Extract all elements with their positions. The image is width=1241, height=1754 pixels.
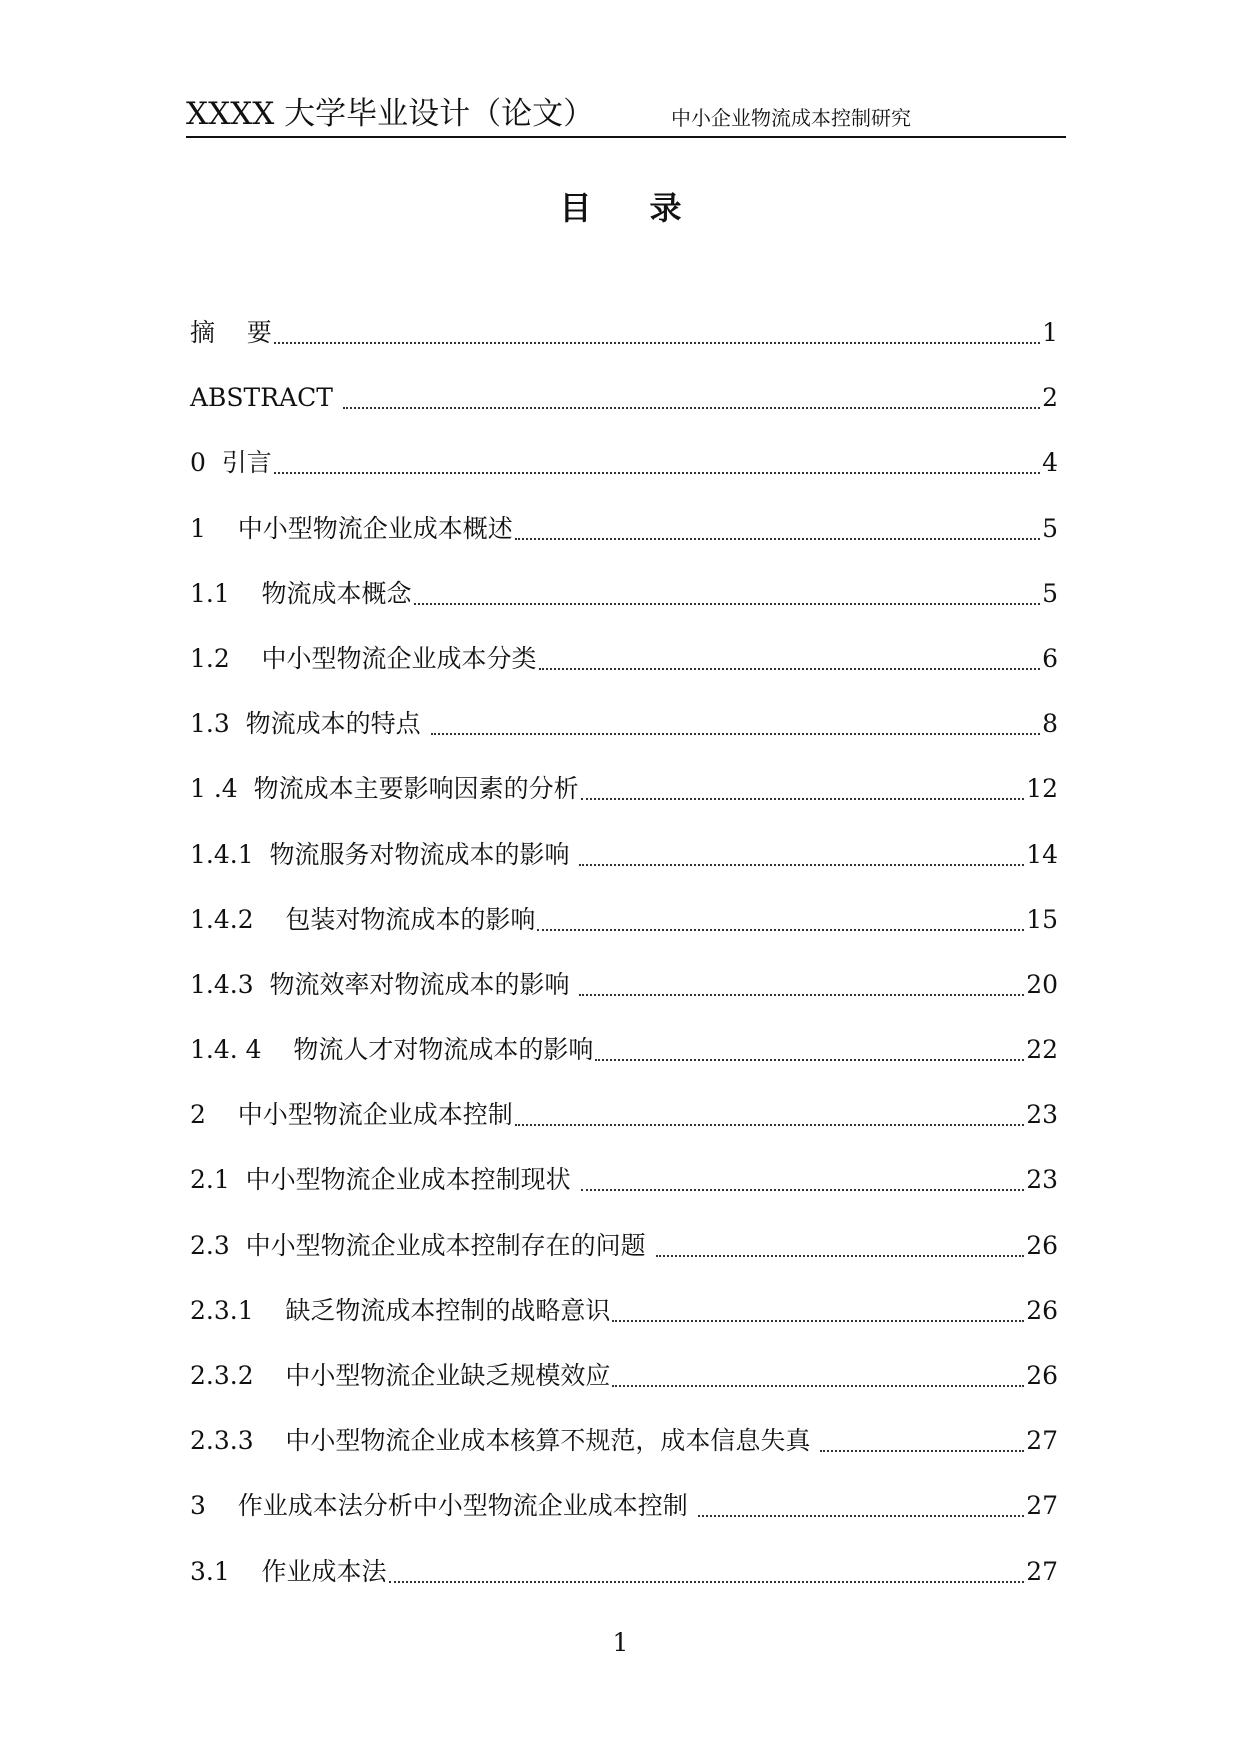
- toc-entry[interactable]: [190, 1295, 1058, 1360]
- toc-entry-page: 14: [1026, 839, 1058, 869]
- toc-entry-page: 2: [1042, 383, 1058, 413]
- toc-entry-page: 4: [1042, 448, 1058, 478]
- toc-entry-page: 27: [1026, 1491, 1058, 1521]
- toc-dot-leader: [431, 708, 1040, 735]
- toc-entry[interactable]: [190, 382, 1058, 447]
- toc-entry-page: 22: [1026, 1035, 1058, 1065]
- toc-entry-page: 23: [1026, 1100, 1058, 1130]
- toc-dot-leader: [820, 1425, 1024, 1452]
- toc-entry-label: 1.4.2 包装对物流成本的影响: [190, 904, 536, 934]
- toc-entry-label: 1 .4 物流成本主要影响因素的分析: [190, 774, 579, 804]
- toc-entry[interactable]: [190, 1230, 1058, 1295]
- toc-entry[interactable]: [190, 1425, 1058, 1490]
- page-number: 1: [612, 1628, 629, 1657]
- toc-entry-label: 1.2 中小型物流企业成本分类: [190, 643, 537, 673]
- toc-entry[interactable]: [190, 1164, 1058, 1229]
- toc-entry[interactable]: [190, 1490, 1058, 1555]
- toc-entry-label: 1.3 物流成本的特点: [190, 709, 429, 739]
- toc-entry[interactable]: [190, 708, 1058, 773]
- toc-dot-leader: [274, 447, 1040, 474]
- toc-entry-page: 26: [1026, 1361, 1058, 1390]
- toc-entry-page: 26: [1026, 1295, 1058, 1325]
- toc-dot-leader: [698, 1490, 1025, 1517]
- toc-dot-leader: [515, 513, 1040, 540]
- toc-entry-label: 1.4. 4 物流人才对物流成本的影响: [190, 1035, 594, 1065]
- toc-entry-label: ABSTRACT: [190, 383, 341, 413]
- toc-entry-label: 2.1 中小型物流企业成本控制现状: [190, 1165, 579, 1195]
- toc-entry-page: 12: [1026, 774, 1058, 804]
- toc-entry-label: 3.1 作业成本法: [190, 1556, 387, 1586]
- toc-entry[interactable]: [190, 839, 1058, 904]
- toc-dot-leader: [612, 1295, 1024, 1322]
- toc-dot-leader: [581, 773, 1025, 800]
- toc-dot-leader: [539, 643, 1041, 670]
- toc-dot-leader: [581, 1164, 1025, 1191]
- toc-entry-page: 26: [1026, 1230, 1058, 1260]
- toc-entry[interactable]: [190, 904, 1058, 969]
- toc-entry-page: 5: [1042, 513, 1058, 543]
- toc-entry[interactable]: [190, 1034, 1058, 1099]
- toc-entry-page: 20: [1026, 969, 1058, 999]
- toc-entry-page: 27: [1026, 1556, 1058, 1586]
- toc-entry-label: 1.1 物流成本概念: [190, 578, 412, 608]
- toc-entry-label: 1 中小型物流企业成本概述: [190, 513, 513, 543]
- toc-entry-page: 23: [1026, 1165, 1058, 1195]
- toc-dot-leader: [343, 382, 1040, 409]
- toc-entry-label: 2.3 中小型物流企业成本控制存在的问题: [190, 1230, 654, 1260]
- toc-entry[interactable]: [190, 317, 1058, 382]
- toc-entry-label: 2.3.2 中小型物流企业缺乏规模效应: [190, 1361, 611, 1390]
- toc-entry-page: 27: [1026, 1426, 1058, 1456]
- toc-entry[interactable]: [190, 1360, 1058, 1425]
- toc-entry[interactable]: [190, 969, 1058, 1034]
- toc-entry-page: 6: [1042, 643, 1058, 673]
- toc-entry[interactable]: [190, 1099, 1058, 1164]
- toc-entry-label: 2.3.3 中小型物流企业成本核算不规范，成本信息失真: [190, 1426, 819, 1456]
- header-thesis-title: 中小企业物流成本控制研究: [671, 106, 911, 130]
- toc-entry[interactable]: [190, 1556, 1058, 1621]
- toc-entry-label: 3 作业成本法分析中小型物流企业成本控制: [190, 1491, 696, 1521]
- toc-dot-leader: [414, 578, 1041, 605]
- toc-list: [190, 317, 1058, 1621]
- toc-entry-page: 5: [1042, 578, 1058, 608]
- toc-entry-label: 1.4.3 物流效率对物流成本的影响: [190, 969, 578, 999]
- toc-dot-leader: [612, 1360, 1024, 1387]
- toc-entry-label: 0 引言: [190, 448, 272, 478]
- header-university-title: XXXX 大学毕业设计（论文）: [186, 96, 595, 132]
- page-header: [186, 92, 1066, 138]
- toc-entry[interactable]: [190, 578, 1058, 643]
- toc-dot-leader: [656, 1230, 1025, 1257]
- toc-dot-leader: [389, 1556, 1025, 1583]
- toc-dot-leader: [515, 1099, 1024, 1126]
- toc-entry-page: 15: [1026, 904, 1058, 934]
- toc-entry-label: 1.4.1 物流服务对物流成本的影响: [190, 839, 578, 869]
- toc-entry-label: 2 中小型物流企业成本控制: [190, 1100, 513, 1130]
- toc-dot-leader: [579, 839, 1024, 866]
- toc-title: 目录: [559, 189, 740, 227]
- toc-entry-label: 2.3.1 缺乏物流成本控制的战略意识: [190, 1295, 611, 1325]
- toc-dot-leader: [595, 1034, 1024, 1061]
- toc-entry[interactable]: [190, 643, 1058, 708]
- toc-entry-page: 8: [1042, 709, 1058, 739]
- toc-dot-leader: [274, 317, 1040, 344]
- toc-entry[interactable]: [190, 447, 1058, 512]
- toc-dot-leader: [537, 904, 1024, 931]
- toc-entry-label: 摘 要: [190, 318, 272, 347]
- toc-entry-page: 1: [1042, 318, 1058, 347]
- toc-entry[interactable]: [190, 773, 1058, 838]
- toc-entry[interactable]: [190, 513, 1058, 578]
- toc-dot-leader: [579, 969, 1024, 996]
